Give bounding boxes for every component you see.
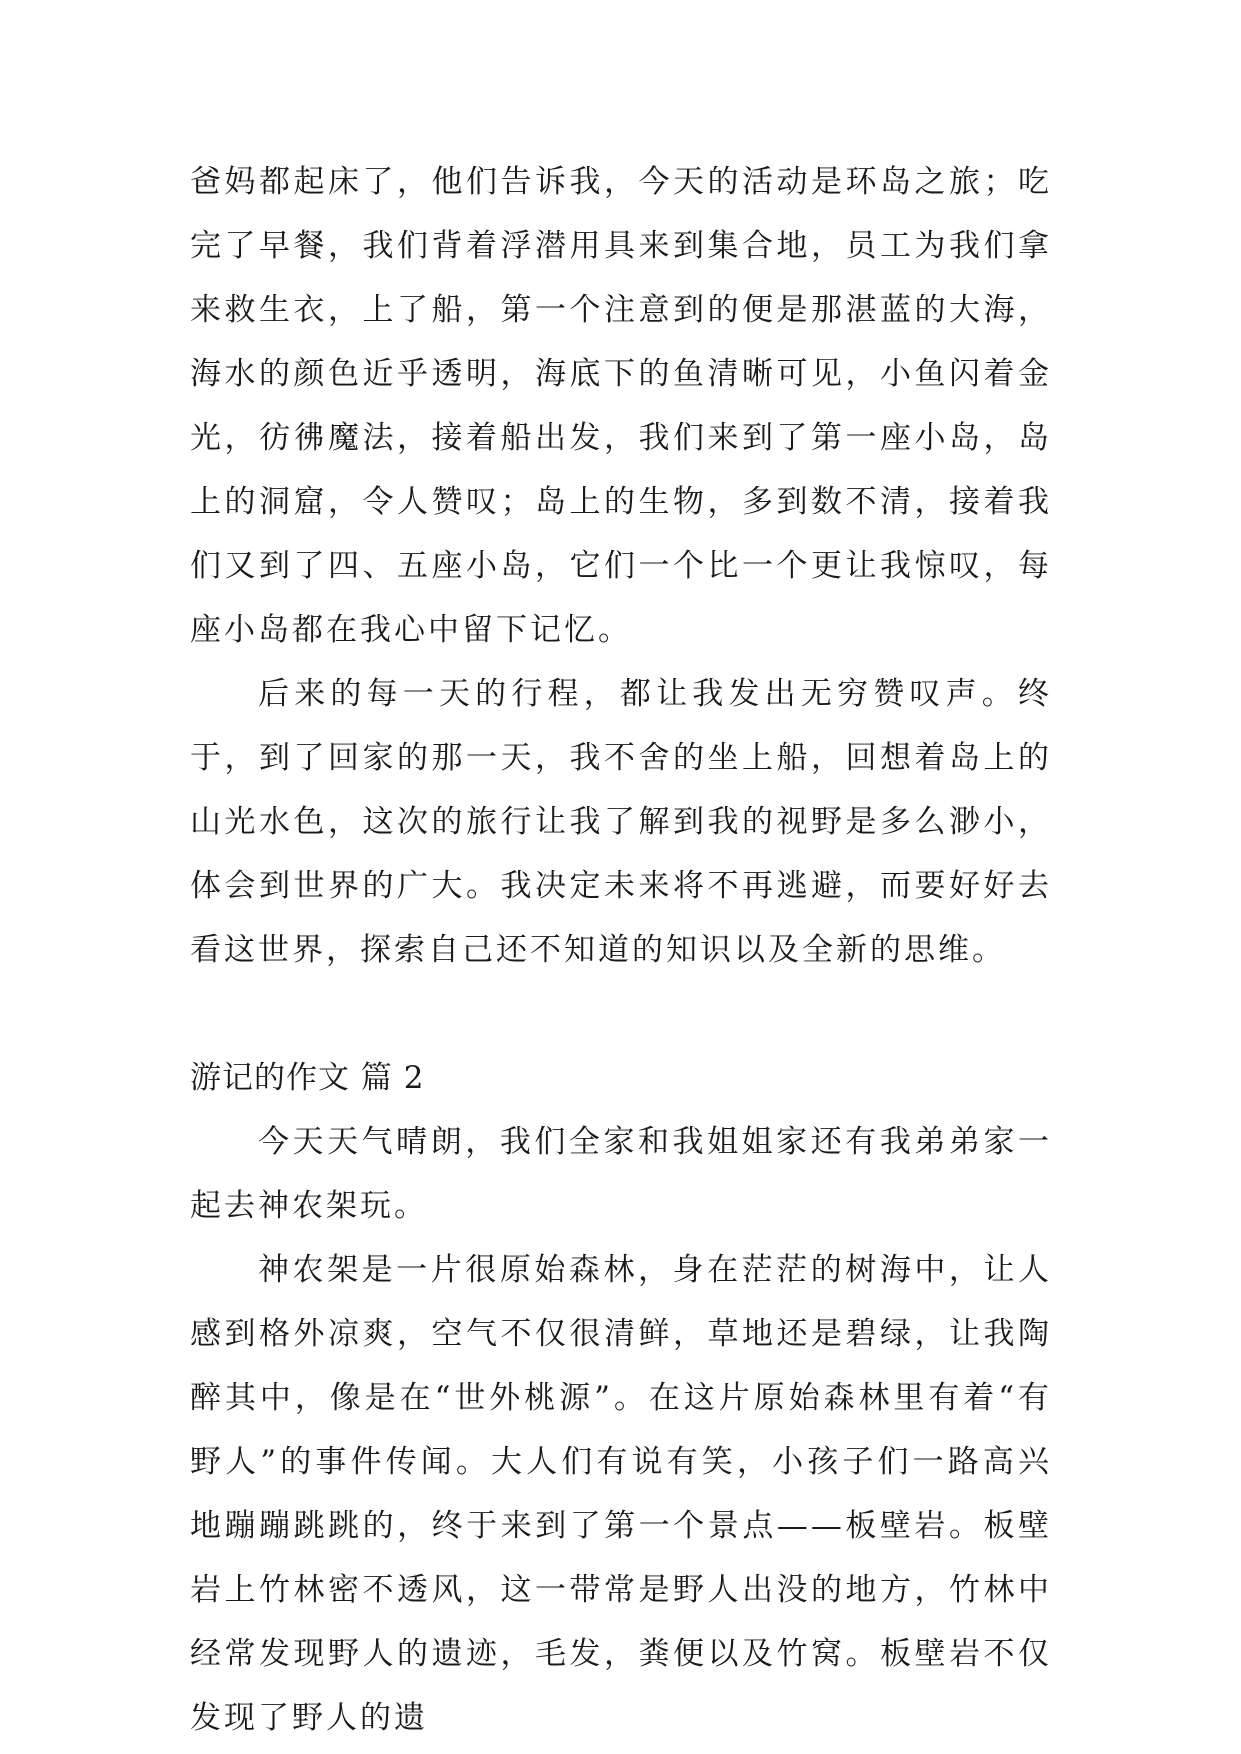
paragraph: 后来的每一天的行程，都让我发出无穷赞叹声。终于，到了回家的那一天，我不舍的坐上船，回想着岛上的山光水色，这次的旅行让我了解到我的视野是多么渺小，体会到世界的广大。我决定未来将不再逃避，而要好好去看这世界，探索自己还不知道的知识以及全新的思维。: [190, 676, 1052, 968]
document-body: [190, 150, 1052, 1750]
section-heading: 游记的作文 篇 2: [190, 1060, 425, 1096]
paragraph: 爸妈都起床了，他们告诉我，今天的活动是环岛之旅；吃完了早餐，我们背着浮潜用具来到集合地，员工为我们拿来救生衣，上了船，第一个注意到的便是那湛蓝的大海，海水的颜色近乎透明，海底下的鱼清晰可见，小鱼闪着金光，彷彿魔法，接着船出发，我们来到了第一座小岛，岛上的洞窟，令人赞叹；岛上的生物，多到数不清，接着我们又到了四、五座小岛，它们一个比一个更让我惊叹，每座小岛都在我心中留下记忆。: [190, 164, 1052, 648]
paragraph: 神农架是一片很原始森林，身在茫茫的树海中，让人感到格外凉爽，空气不仅很清鲜，草地还是碧绿，让我陶醉其中，像是在“世外桃源”。在这片原始森林里有着“有野人”的事件传闻。大人们有说有笑，小孩子们一路高兴地蹦蹦跳跳的，终于来到了第一个景点——板壁岩。板壁岩上竹林密不透风，这一带常是野人出没的地方，竹林中经常发现野人的遗迹，毛发，粪便以及竹窝。板壁岩不仅发现了野人的遗: [190, 1252, 1052, 1736]
paragraph: 今天天气晴朗，我们全家和我姐姐家还有我弟弟家一起去神农架玩。: [190, 1124, 1052, 1224]
